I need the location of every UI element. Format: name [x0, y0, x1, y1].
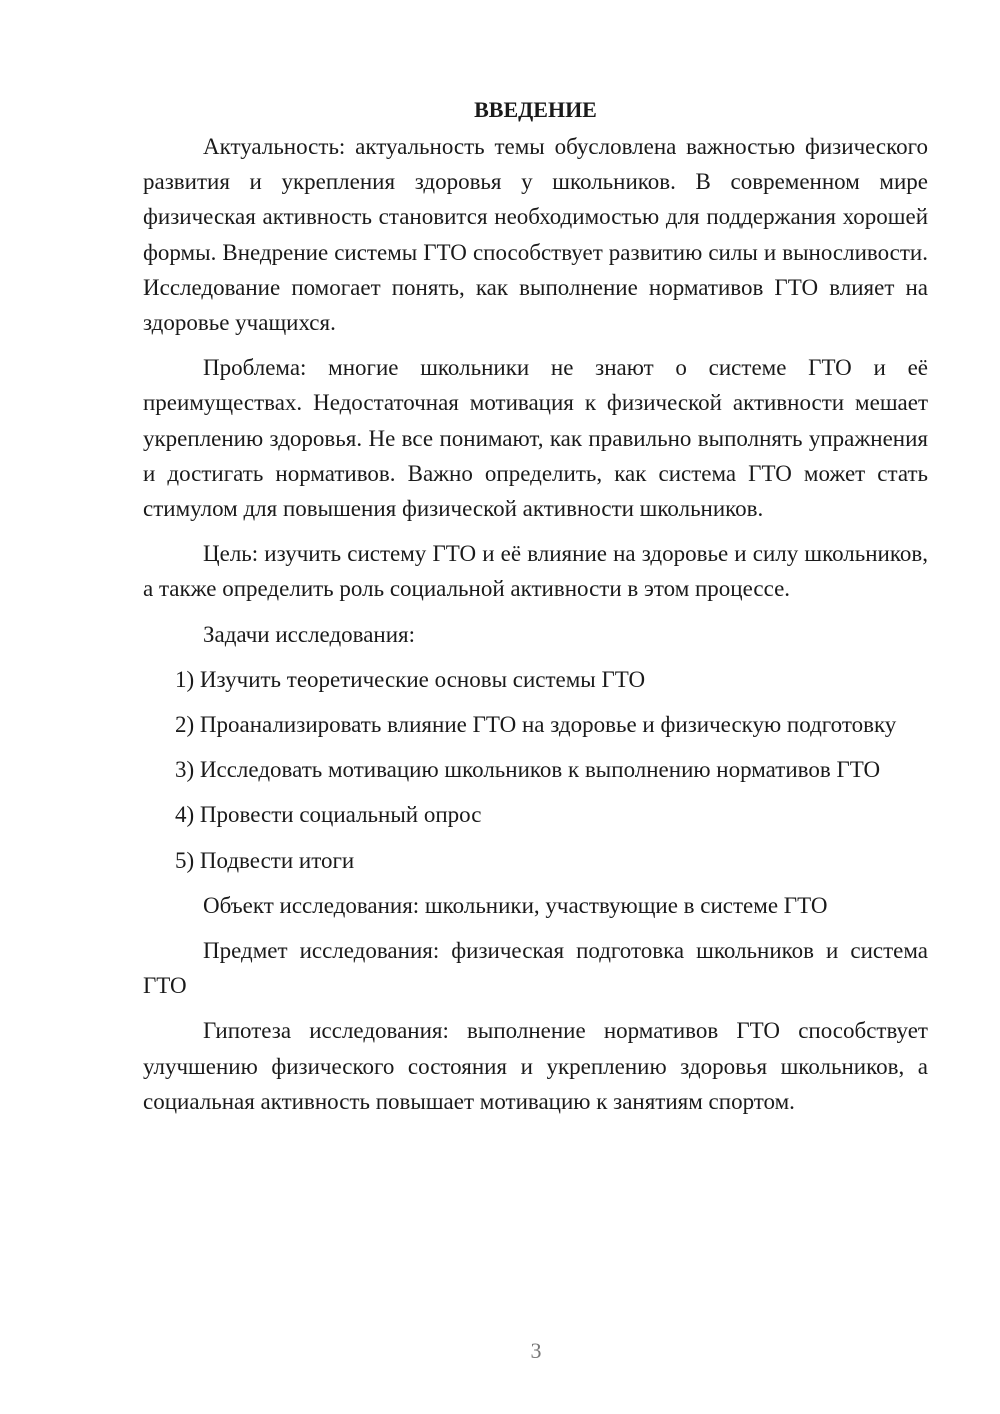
page-title: ВВЕДЕНИЕ: [474, 97, 597, 122]
page-number: 3: [530, 1338, 542, 1363]
task-item-3: 3) Исследовать мотивацию школьников к выполнению нормативов ГТО: [175, 757, 881, 783]
task-item-5: 5) Подвести итоги: [175, 847, 355, 873]
page-content: [143, 92, 928, 1129]
relevance-paragraph: Актуальность: актуальность темы обусловлена важностью физического развития и укрепления здоровья у школьников. В современном мире физическая активность становится необходимостью для поддержания хорошей формы. Внедрение системы ГТО способствует развитию силы и выносливости. Исследование помогает понять, как выполнение нормативов ГТО влияет на здоровье учащихся.: [143, 134, 928, 336]
hypothesis-paragraph: Гипотеза исследования: выполнение нормативов ГТО способствует улучшению физического состояния и укреплению здоровья школьников, а социальная активность повышает мотивацию к занятиям спортом.: [143, 1018, 928, 1114]
task-item-2: 2) Проанализировать влияние ГТО на здоровье и физическую подготовку: [175, 712, 897, 738]
task-item-1: 1) Изучить теоретические основы системы ГТО: [175, 666, 646, 692]
problem-paragraph: Проблема: многие школьники не знают о системе ГТО и её преимуществах. Недостаточная мотивация к физической активности мешает укреплению здоровья. Не все понимают, как правильно выполнять упражнения и достигать нормативов. Важно определить, как система ГТО может стать стимулом для повышения физической активности школьников.: [143, 355, 928, 522]
subject-paragraph: Предмет исследования: физическая подготовка школьников и система ГТО: [143, 938, 928, 999]
tasks-heading: Задачи исследования:: [203, 621, 416, 647]
goal-paragraph: Цель: изучить систему ГТО и её влияние на здоровье и силу школьников, а также определить роль социальной активности в этом процессе.: [143, 541, 928, 602]
object-paragraph: Объект исследования: школьники, участвующие в системе ГТО: [203, 892, 828, 918]
task-item-4: 4) Провести социальный опрос: [175, 802, 482, 828]
